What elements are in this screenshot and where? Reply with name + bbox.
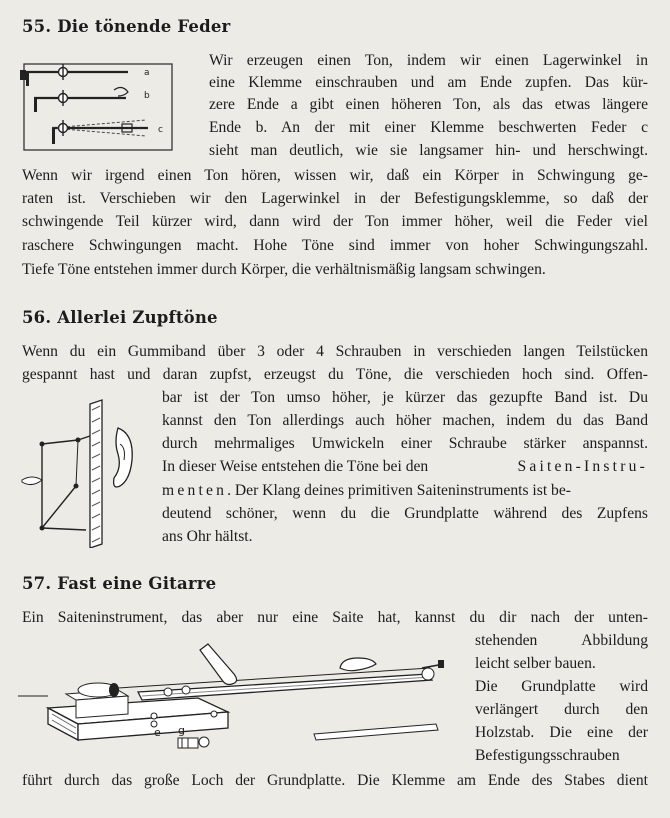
text-line: stehenden Abbildung [475, 632, 648, 649]
text-line: Ein Saiteninstrument, das aber nur eine Saite hat, kannst du dir nach der unten- [22, 609, 648, 626]
text-line: deutend schöner, wenn du die Grundplatte während des Zupfens [162, 505, 648, 522]
text-line: raten ist. Verschieben wir den Lagerwinkel in der Befestigungsklemme, so daß der [22, 190, 648, 207]
text-line: Wenn wir irgend einen Ton hören, wissen wir, daß ein Körper in Schwingung ge- [22, 167, 648, 184]
text-line: Wenn du ein Gummiband über 3 oder 4 Schrauben in verschieden langen Teilstücken [22, 343, 648, 360]
text-line: raschere Schwingungen macht. Hohe Töne sind immer von hoher Schwingungszahl. [22, 237, 648, 254]
label-a: a [144, 68, 150, 78]
text-line: gespannt hast und daran zupfst, erzeugst du Töne, die verschieden hoch sind. Offen- [22, 366, 648, 383]
section-55-heading: 55. Die tönende Feder [22, 17, 231, 36]
label-b: b [144, 91, 150, 101]
text-fragment: In dieser Weise entstehen die Töne bei den [162, 458, 429, 475]
text-line: führt durch das große Loch der Grundplatte. Die Klemme am Ende des Stabes dient [22, 772, 648, 789]
text-line: bar ist der Ton umso höher, je kürzer das gezupfte Band ist. Du [162, 389, 648, 406]
text-fragment: . Der Klang deines primitiven Saiteninstruments ist be- [227, 482, 571, 499]
text-line: Ende b. An der mit einer Klemme beschwerten Feder c [209, 119, 648, 136]
text-line: Befestigungsschrauben [475, 747, 620, 764]
text-line: Wir erzeugen einen Ton, indem wir einen Lagerwinkel in [209, 52, 648, 69]
section-57-heading: 57. Fast eine Gitarre [22, 574, 217, 593]
rubber-band-figure [18, 398, 140, 548]
guitar-figure [18, 634, 468, 768]
label-e: e [154, 726, 161, 739]
spaced-term: Saiten-Instru- [517, 458, 648, 475]
text-line: eine Klemme einschrauben und am Ende zupfen. Das kür- [209, 74, 648, 91]
text-line: schwingende Teil kürzer wird, dann wird der Ton immer höher, weil die Feder viel [22, 213, 648, 230]
text-line: sieht man deutlich, wie sie langsamer hin- und herschwingt. [209, 142, 648, 159]
text-line: Tiefe Töne entstehen immer durch Körper, die verhältnismäßig langsam schwingen. [22, 261, 546, 278]
text-line: kannst den Ton allerdings auch höher machen, indem du das Band [162, 412, 648, 429]
text-line: zere Ende a gibt einen höheren Ton, als das etwas längere [209, 96, 648, 113]
spaced-term: menten [162, 482, 228, 499]
text-line: Holzstab. Die eine der [475, 724, 648, 741]
text-line: verlängert durch den [475, 701, 648, 718]
tuning-spring-figure [18, 58, 180, 156]
text-line [162, 456, 648, 478]
section-56-heading: 56. Allerlei Zupftöne [22, 308, 218, 327]
label-g: g [178, 724, 185, 737]
text-line: ans Ohr hältst. [162, 528, 253, 545]
label-c: c [158, 125, 163, 135]
text-line: Die Grundplatte wird [475, 678, 648, 695]
text-line: leicht selber bauen. [475, 655, 596, 672]
text-line [162, 480, 648, 502]
text-line: durch mehrmaliges Umwickeln einer Schraube stärker anspannst. [162, 435, 648, 452]
